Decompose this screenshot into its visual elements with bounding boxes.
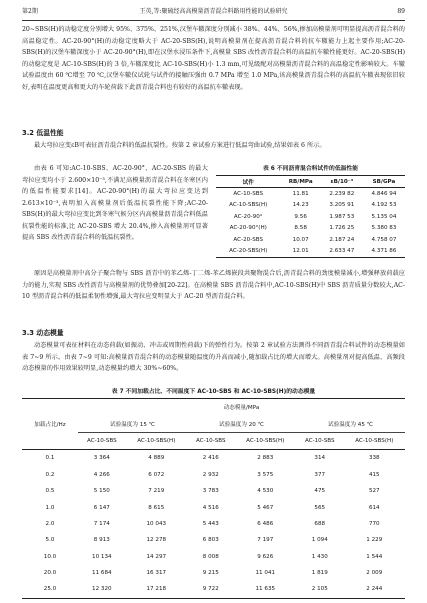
table-row — [22, 483, 405, 499]
page-number: 89 — [397, 8, 405, 15]
table-cell: 7 219 — [148, 488, 165, 495]
table-cell: 3 575 — [257, 471, 274, 478]
table-cell: 2 932 — [202, 471, 219, 478]
table-cell: 5 467 — [257, 504, 274, 511]
table6-caption: 表 6 不同沥青混合料试件的低温性能 — [262, 166, 359, 172]
table-cell: 8.58 — [294, 225, 307, 232]
table-cell: 4 530 — [257, 488, 274, 495]
table7-subheader: AC-10-SBS — [86, 437, 117, 444]
table7-modulus-header: 动态模量/MPa — [223, 405, 260, 412]
table-cell: 2 883 — [257, 455, 274, 462]
table-cell: 3.205 91 — [329, 202, 355, 209]
table7-temp-header: 试验温度为 15 ℃ — [78, 415, 187, 432]
table-cell: 8 008 — [202, 553, 219, 560]
table6-header: SB/GPa — [372, 178, 396, 185]
table7-subheader: AC-10-SBS(H) — [137, 437, 176, 444]
table-cell: 2 416 — [202, 455, 219, 462]
table-cell: 4.846 94 — [371, 191, 397, 198]
table-cell: 2 009 — [366, 570, 383, 577]
running-title: 王英,等:聚硫经高高模量沥青混合料路用性能的试验研究 — [139, 8, 288, 15]
table-cell: 2 244 — [366, 586, 383, 593]
table-cell: 2.187 24 — [329, 236, 355, 243]
table-cell: 9 626 — [257, 553, 274, 560]
table-cell: 5.135 04 — [371, 213, 397, 220]
table-cell: AC-10-SBS(H) — [229, 202, 268, 209]
table-cell: 6 072 — [148, 471, 165, 478]
table-cell: 377 — [314, 471, 326, 478]
table-cell: 4.192 53 — [371, 202, 397, 209]
table-cell: 6 147 — [93, 504, 110, 511]
table-cell: 314 — [314, 455, 326, 462]
mechanism-paragraph: 原因是高模量剂中高分子聚合物与 SBS 沥青中的苯乙烯-丁二烯-苯乙烯嵌段共聚物混合后,沥青混合料的劲度模量减小,增强释放荷载应力的能力,实现 SBS 改性沥青与高模量剂的优势叠加[20-22]。在高模量 SBS 沥青混合料中,AC-10-SBS(H)中 SBS 沥青质量分数较大,AC-10 型沥青混合料的低温柔韧性增强,最大弯拉应变明显大于 AC-20 型沥青混合料。 — [22, 270, 405, 300]
table-cell: 7 174 — [93, 520, 110, 527]
table-cell: 20.0 — [43, 570, 57, 577]
table-cell: 11 635 — [255, 586, 276, 593]
table-cell: AC-10-SBS — [233, 191, 264, 198]
table-cell: 4 889 — [148, 455, 165, 462]
low-temp-intro: 最大弯拉应变εB可表征沥青混合料的低温抗裂性。按第 2 章试验方案进行低温弯曲试验,结果如表 6 所示。 — [34, 142, 326, 149]
table7-grid — [22, 398, 405, 599]
table-cell: 1 430 — [311, 553, 328, 560]
table-cell: 0.1 — [45, 455, 55, 462]
section-heading-dynamic-modulus: 3.3 动态模量 — [22, 329, 64, 337]
table-cell: 8 913 — [93, 537, 110, 544]
table6-header: RB/MPa — [288, 178, 313, 185]
table-cell: 2 105 — [311, 586, 328, 593]
table-cell: 2.0 — [45, 520, 55, 527]
table7-subheader: AC-10-SBS — [195, 437, 226, 444]
table-row — [216, 188, 405, 200]
table-row — [22, 549, 405, 565]
table-cell: 614 — [368, 504, 380, 511]
table-cell: 14.23 — [292, 202, 309, 209]
table-cell: 475 — [314, 488, 326, 495]
table6-discussion: 由表 6 可知:AC-10-SBS、AC-20-90°、AC-20-SBS 的最大弯拉应变均小于 2.600×10⁻³,不满足高模量沥青混合料在冬寒区内的低温性能要求[14]。AC-20-90°(H)的最大弯拉应变达到 2.613×10⁻³,表明加入高模量剂后低温抗裂性能下降;AC-20-SBS(H)的最大弯拉应变比到冬寒气候分区内高模量沥青混合料低温抗裂性能的标准,比 AC-20-SBS 增大 20.4%,掺入高模量剂可显著提高 SBS 改性沥青混合料的低温抗裂性。 — [22, 165, 208, 241]
table-cell: 1 094 — [311, 537, 328, 544]
table-cell: 11 041 — [255, 570, 276, 577]
table-cell: 2.633 47 — [329, 248, 355, 255]
table-cell: AC-20-90°(H) — [229, 225, 267, 232]
table-cell: 10.0 — [43, 553, 57, 560]
table-cell: 1 819 — [311, 570, 328, 577]
table-row — [22, 516, 405, 532]
table-cell: 415 — [368, 471, 380, 478]
table-cell: 9 722 — [202, 586, 219, 593]
table-6 — [216, 163, 405, 258]
table-cell: 16 317 — [146, 570, 167, 577]
table-row — [22, 467, 405, 483]
table-cell: 688 — [314, 520, 326, 527]
table-cell: 1 544 — [366, 553, 383, 560]
table-cell: 2.239 82 — [329, 191, 355, 198]
table-cell: 10 134 — [92, 553, 112, 560]
table-cell: 12 278 — [146, 537, 167, 544]
intro-paragraph: 20~SBS(H)的动稳定度分别增大 95%、375%、251%,汉堡车辙深度分别减小 38%、44%、56%,掺加高模量剂可明显提高沥青混合料的高温稳定性。AC-20-90°(H)的动稳定度略大于 AC-20-SBS(H),说明高模量剂在提高沥青混合料的抗车辙能力上起主要作用;AC-20-SBS(H)的汉堡车辙深度小于 AC-20-90°(H),即在汉堡水浸压条件下,高模量 SBS 改性沥青混合料的高温抗车辙性能更好。AC-20-SBS(H)的动稳定度是 AC-10-SBS(H)的 3 倍,车辙深度比 AC-10-SBS(H)小 1.3 mm,可见级配对高模量沥青混合料的高温稳定性影响较大。车辙试验温度由 60 ℃增至 70 ℃,汉堡车辙仪试轮与试件的接触压强由 0.7 MPa 增至 1.0 MPa,该高模量沥青混合料的高温抗车辙表现依旧较好,表明在温度更高和更大的车轮荷载下此沥青混合料也有较好的高温抗车辙表现。 — [22, 26, 405, 91]
table-cell: 8 615 — [148, 504, 165, 511]
table-cell: 4 516 — [202, 504, 219, 511]
table-cell: 6 486 — [257, 520, 274, 527]
table-cell: 5.380 83 — [371, 225, 397, 232]
table-cell: 17 218 — [146, 586, 167, 593]
table-cell: 9.56 — [294, 213, 307, 220]
table7-temp-header: 试验温度为 20 ℃ — [187, 415, 296, 432]
table-row — [22, 532, 405, 548]
table-cell: AC-20-SBS — [233, 236, 264, 243]
running-header — [22, 6, 405, 18]
header-rule — [22, 20, 405, 21]
table-cell: 5 150 — [93, 488, 110, 495]
table7-temp-header: 试验温度为 45 ℃ — [296, 415, 405, 432]
dynamic-modulus-paragraph: 动态模量可表征材料在动态荷载(如振动、冲击或周期性荷载)下的弹性行为。按第 2 章试验方法测得不同沥青混合料试件的动态模量如表 7~9 所示。由表 7~9 可知:高模量沥青混合料的动态模量随温度的升高而减小,随加载占比的增大而增大。高模量剂对提高低温、高频段动态模量的作用效果较明显,动态模量约增大 30%~60%。 — [22, 342, 405, 372]
table-cell: 3 364 — [93, 455, 110, 462]
table7-subheader: AC-10-SBS(H) — [246, 437, 285, 444]
table-cell: 0.5 — [45, 488, 55, 495]
table-row — [216, 200, 405, 211]
table7-freq-header: 加载占比/Hz — [34, 422, 66, 429]
table-cell: 1.0 — [45, 504, 55, 511]
section-heading-low-temp: 3.2 低温性能 — [22, 129, 64, 137]
table-row — [216, 223, 405, 234]
table-cell: 1 229 — [366, 537, 383, 544]
table-cell: 1.726 25 — [329, 225, 355, 232]
table-row — [216, 245, 405, 257]
table-row — [22, 450, 405, 467]
table-cell: AC-20-90° — [233, 213, 263, 220]
table7-caption: 表 7 不同加载占比、不同温度下 AC-10-SBS 和 AC-10-SBS(H)的动态模量 — [111, 389, 316, 395]
table-cell: 1.987 53 — [329, 213, 355, 220]
issue-label: 第2期 — [22, 8, 38, 15]
table-cell: 11 684 — [92, 570, 112, 577]
table-cell: 14 297 — [146, 553, 167, 560]
table-cell: 25.0 — [43, 586, 57, 593]
table-cell: 10 043 — [146, 520, 167, 527]
table-row — [22, 565, 405, 581]
table-cell: 12.01 — [292, 248, 309, 255]
table-cell: 10.07 — [292, 236, 309, 243]
table-cell: 12 320 — [92, 586, 112, 593]
table-cell: 3 783 — [202, 488, 219, 495]
table-row — [22, 581, 405, 598]
table-cell: 5 443 — [202, 520, 219, 527]
table6-header: εB/10⁻³ — [330, 178, 354, 185]
table6-header: 试件 — [242, 179, 254, 186]
table-cell: 6 803 — [202, 537, 219, 544]
table6-grid — [216, 175, 405, 258]
table-cell: 5.0 — [45, 537, 55, 544]
table-cell: 565 — [314, 504, 326, 511]
table-row — [216, 234, 405, 245]
table-cell: 4.758 07 — [371, 236, 397, 243]
table-cell: 527 — [368, 488, 380, 495]
table7-subheader: AC-10-SBS — [304, 437, 335, 444]
table-cell: 7 197 — [257, 537, 274, 544]
table-cell: AC-20-SBS(H) — [229, 248, 268, 255]
table-7 — [22, 386, 405, 599]
table-cell: 4 266 — [93, 471, 110, 478]
table-cell: 338 — [368, 455, 380, 462]
table-cell: 11.81 — [292, 191, 309, 198]
table-cell: 770 — [368, 520, 380, 527]
table-cell: 0.2 — [45, 471, 55, 478]
table-cell: 9 215 — [202, 570, 219, 577]
table-cell: 4.371 86 — [371, 248, 397, 255]
table7-subheader: AC-10-SBS(H) — [355, 437, 394, 444]
table-row — [22, 499, 405, 515]
table-row — [216, 211, 405, 222]
